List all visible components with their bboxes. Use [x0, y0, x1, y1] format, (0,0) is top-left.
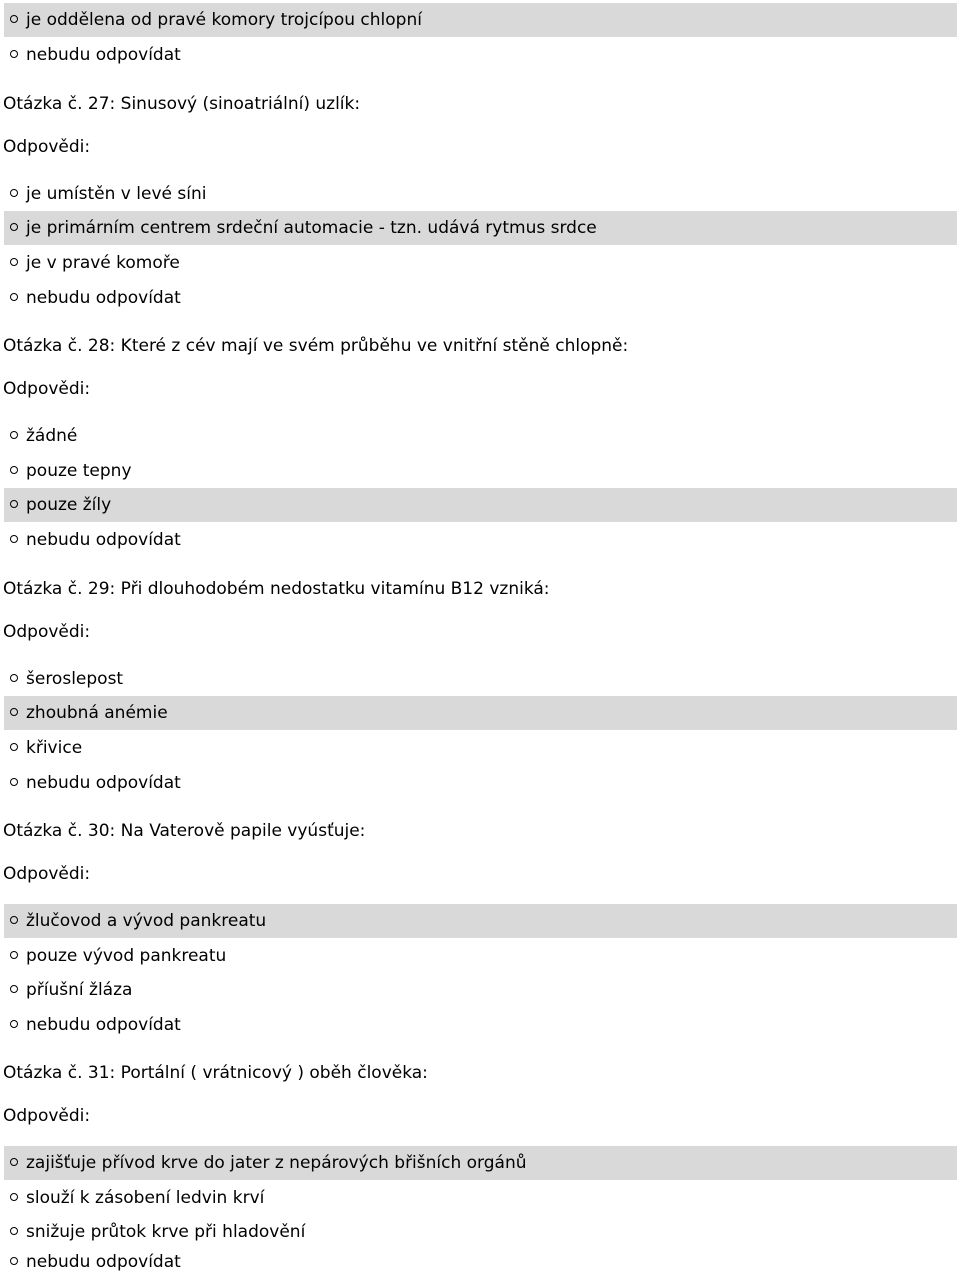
radio-button[interactable]	[10, 258, 18, 266]
answer-option[interactable]	[4, 973, 957, 1007]
answer-option[interactable]	[4, 731, 957, 765]
answer-text: žádné	[26, 426, 78, 446]
answer-option[interactable]	[4, 1146, 957, 1180]
answer-text: nebudu odpovídat	[26, 1015, 181, 1035]
answer-option[interactable]	[4, 3, 957, 37]
answer-option[interactable]	[4, 38, 957, 72]
answers-label: Odpovědi:	[3, 622, 91, 642]
question-title: Otázka č. 31: Portální ( vrátnicový ) oběh člověka:	[3, 1063, 428, 1083]
radio-button[interactable]	[10, 916, 18, 924]
answer-text: slouží k zásobení ledvin krví	[26, 1188, 265, 1208]
answer-text: pouze vývod pankreatu	[26, 946, 227, 966]
answers-label: Odpovědi:	[3, 379, 91, 399]
radio-button[interactable]	[10, 778, 18, 786]
radio-button[interactable]	[10, 1193, 18, 1201]
answer-text: je primárním centrem srdeční automacie - tzn. udává rytmus srdce	[26, 218, 597, 238]
radio-button[interactable]	[10, 708, 18, 716]
question-title: Otázka č. 28: Které z cév mají ve svém průběhu ve vnitřní stěně chlopně:	[3, 336, 629, 356]
answer-text: nebudu odpovídat	[26, 288, 181, 308]
answer-option[interactable]	[4, 1215, 957, 1249]
answer-text: šeroslepost	[26, 669, 124, 689]
answer-text: křivice	[26, 738, 83, 758]
answer-option[interactable]	[4, 419, 957, 453]
answer-option[interactable]	[4, 1245, 957, 1279]
radio-button[interactable]	[10, 466, 18, 474]
radio-button[interactable]	[10, 293, 18, 301]
answer-text: nebudu odpovídat	[26, 773, 181, 793]
radio-button[interactable]	[10, 1020, 18, 1028]
answer-text: je umístěn v levé síni	[26, 184, 207, 204]
answer-text: nebudu odpovídat	[26, 1252, 181, 1272]
answer-text: pouze tepny	[26, 461, 132, 481]
answer-option[interactable]	[4, 662, 957, 696]
radio-button[interactable]	[10, 189, 18, 197]
radio-button[interactable]	[10, 223, 18, 231]
answer-option[interactable]	[4, 454, 957, 488]
answers-label: Odpovědi:	[3, 864, 91, 884]
answer-text: zhoubná anémie	[26, 703, 168, 723]
answer-text: je oddělena od pravé komory trojcípou chlopní	[26, 10, 422, 30]
answer-option[interactable]	[4, 488, 957, 522]
answer-option[interactable]	[4, 1181, 957, 1215]
radio-button[interactable]	[10, 431, 18, 439]
answer-text: pouze žíly	[26, 495, 112, 515]
radio-button[interactable]	[10, 1227, 18, 1235]
radio-button[interactable]	[10, 674, 18, 682]
answer-option[interactable]	[4, 766, 957, 800]
answer-text: nebudu odpovídat	[26, 530, 181, 550]
radio-button[interactable]	[10, 1158, 18, 1166]
radio-button[interactable]	[10, 500, 18, 508]
answer-option[interactable]	[4, 1008, 957, 1042]
answer-text: zajišťuje přívod krve do jater z nepárových břišních orgánů	[26, 1153, 527, 1173]
answers-label: Odpovědi:	[3, 137, 91, 157]
answer-text: příušní žláza	[26, 980, 133, 1000]
radio-button[interactable]	[10, 951, 18, 959]
answer-option[interactable]	[4, 904, 957, 938]
question-title: Otázka č. 29: Při dlouhodobém nedostatku vitamínu B12 vzniká:	[3, 579, 550, 599]
answers-label: Odpovědi:	[3, 1106, 91, 1126]
answer-option[interactable]	[4, 177, 957, 211]
answer-text: žlučovod a vývod pankreatu	[26, 911, 267, 931]
answer-option[interactable]	[4, 523, 957, 557]
radio-button[interactable]	[10, 743, 18, 751]
answer-option[interactable]	[4, 281, 957, 315]
radio-button[interactable]	[10, 15, 18, 23]
answer-option[interactable]	[4, 211, 957, 245]
answer-text: nebudu odpovídat	[26, 45, 181, 65]
radio-button[interactable]	[10, 985, 18, 993]
answer-text: snižuje průtok krve při hladovění	[26, 1222, 306, 1242]
answer-text: je v pravé komoře	[26, 253, 180, 273]
radio-button[interactable]	[10, 50, 18, 58]
radio-button[interactable]	[10, 1257, 18, 1265]
question-title: Otázka č. 27: Sinusový (sinoatriální) uzlík:	[3, 94, 361, 114]
radio-button[interactable]	[10, 535, 18, 543]
question-title: Otázka č. 30: Na Vaterově papile vyúsťuje:	[3, 821, 366, 841]
answer-option[interactable]	[4, 939, 957, 973]
answer-option[interactable]	[4, 246, 957, 280]
answer-option[interactable]	[4, 696, 957, 730]
